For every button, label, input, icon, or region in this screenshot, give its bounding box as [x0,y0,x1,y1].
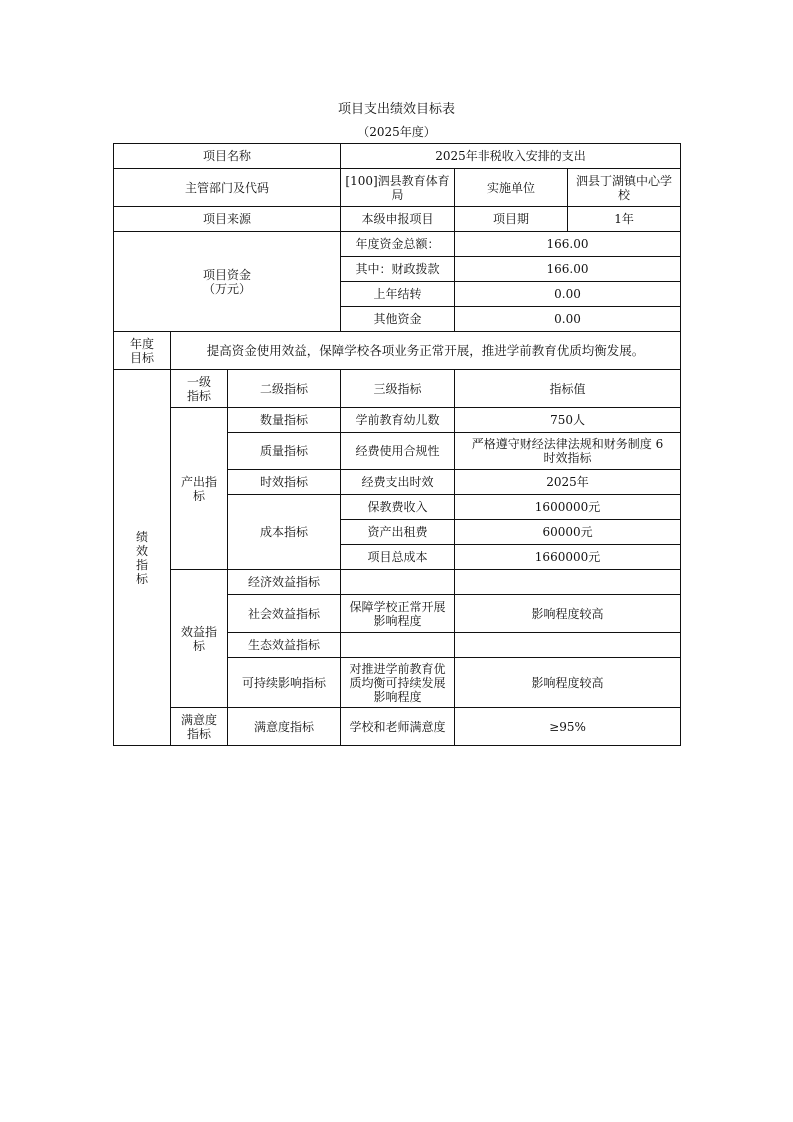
economic-item [341,570,455,595]
page-title: 项目支出绩效目标表 [337,102,455,117]
indicators-label: 绩 效 指 标 [114,370,171,746]
funds-total-value: 166.00 [455,232,681,257]
header-value: 指标值 [455,370,681,408]
cost-item-rent: 资产出租费 [341,520,455,545]
cost-value-total: 1660000元 [455,545,681,570]
economic-label: 经济效益指标 [228,570,341,595]
funds-total-label: 年度资金总额： [341,232,455,257]
benefit-label: 效益指 标 [171,570,228,708]
time-item: 经费支出时效 [341,470,455,495]
economic-value [455,570,681,595]
cost-item-total: 项目总成本 [341,545,455,570]
satisfaction-label: 满意度 指标 [171,708,228,746]
satisfaction-value: ≥95% [455,708,681,746]
quantity-label: 数量指标 [228,408,341,433]
social-item: 保障学校正常开展 影响程度 [341,595,455,633]
social-value: 影响程度较高 [455,595,681,633]
eco-label: 生态效益指标 [228,633,341,658]
performance-table [113,143,681,746]
page-subtitle: （2025年度） [357,125,436,139]
header-level1: 一级 指标 [171,370,228,408]
cost-item-tuition: 保教费收入 [341,495,455,520]
cost-value-rent: 60000元 [455,520,681,545]
time-label: 时效指标 [228,470,341,495]
funds-other-value: 0.00 [455,307,681,332]
header-level2: 二级指标 [228,370,341,408]
time-value: 2025年 [455,470,681,495]
satisfaction-item: 学校和老师满意度 [341,708,455,746]
project-name-value: 2025年非税收入安排的支出 [341,144,681,169]
sustain-item: 对推进学前教育优 质均衡可持续发展 影响程度 [341,658,455,708]
sustain-value: 影响程度较高 [455,658,681,708]
dept-label: 主管部门及代码 [114,169,341,207]
project-name-label: 项目名称 [114,144,341,169]
header-level3: 三级指标 [341,370,455,408]
source-value: 本级申报项目 [341,207,455,232]
quantity-item: 学前教育幼儿数 [341,408,455,433]
period-label: 项目期 [455,207,568,232]
quality-value: 严格遵守财经法律法规和财务制度 6 时效指标 [455,433,681,470]
output-label: 产出指 标 [171,408,228,570]
eco-value [455,633,681,658]
sustain-label: 可持续影响指标 [228,658,341,708]
social-label: 社会效益指标 [228,595,341,633]
satisfaction-sub: 满意度指标 [228,708,341,746]
funds-carryover-label: 上年结转 [341,282,455,307]
period-value: 1年 [568,207,681,232]
annual-goal-label: 年度 目标 [114,332,171,370]
annual-goal-text: 提高资金使用效益，保障学校各项业务正常开展，推进学前教育优质均衡发展。 [171,332,681,370]
quality-label: 质量指标 [228,433,341,470]
dept-value: [100]泗县教育体育局 [341,169,455,207]
funds-fiscal-label: 其中：财政拨款 [341,257,455,282]
cost-label: 成本指标 [228,495,341,570]
impl-label: 实施单位 [455,169,568,207]
quantity-value: 750人 [455,408,681,433]
source-label: 项目来源 [114,207,341,232]
funds-fiscal-value: 166.00 [455,257,681,282]
funds-carryover-value: 0.00 [455,282,681,307]
funds-other-label: 其他资金 [341,307,455,332]
quality-item: 经费使用合规性 [341,433,455,470]
funds-label: 项目资金 （万元） [114,232,341,332]
impl-value: 泗县丁湖镇中心学校 [568,169,681,207]
eco-item [341,633,455,658]
cost-value-tuition: 1600000元 [455,495,681,520]
